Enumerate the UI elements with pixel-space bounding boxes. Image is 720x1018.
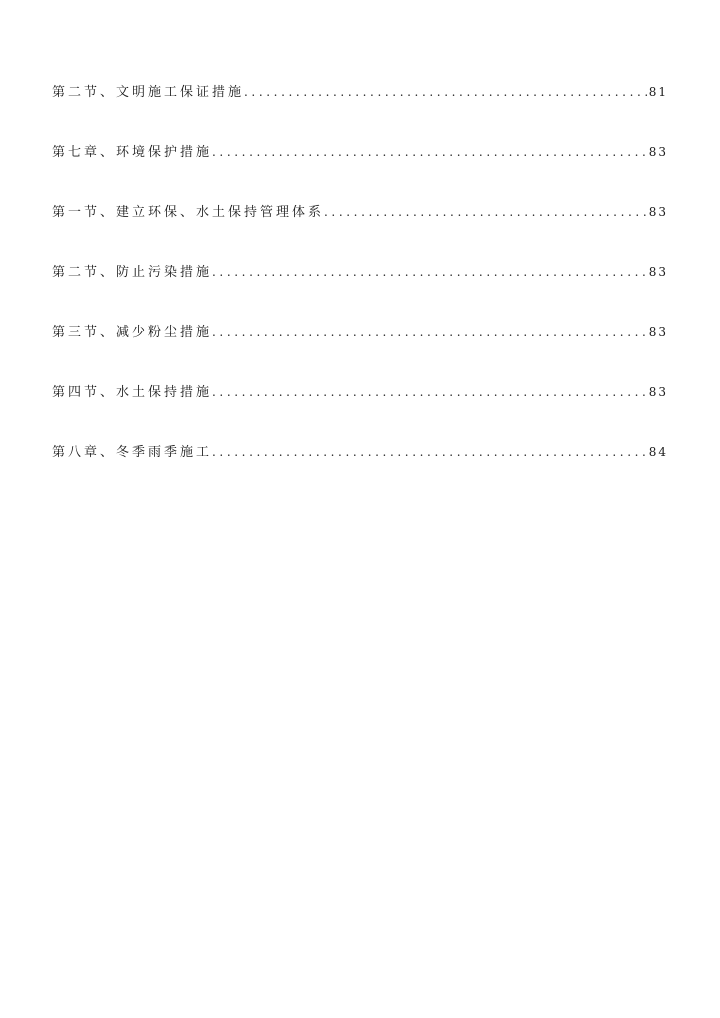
toc-dot-leader bbox=[212, 142, 648, 162]
table-of-contents bbox=[52, 82, 668, 502]
toc-entry[interactable] bbox=[52, 322, 668, 342]
toc-entry-title: 第八章、冬季雨季施工 bbox=[52, 445, 213, 460]
toc-entry[interactable] bbox=[52, 262, 668, 282]
toc-entry[interactable] bbox=[52, 142, 668, 162]
toc-dot-leader bbox=[324, 202, 648, 222]
toc-entry-title: 第一节、建立环保、水土保持管理体系 bbox=[52, 205, 325, 220]
toc-entry[interactable] bbox=[52, 442, 668, 462]
toc-dot-leader bbox=[212, 262, 648, 282]
toc-entry-page: 83 bbox=[648, 385, 668, 399]
toc-entry-page: 83 bbox=[648, 325, 668, 339]
toc-entry-title: 第七章、环境保护措施 bbox=[52, 145, 213, 160]
toc-entry-title: 第二节、文明施工保证措施 bbox=[52, 85, 245, 100]
toc-dot-leader bbox=[244, 82, 648, 102]
toc-entry-title: 第二节、防止污染措施 bbox=[52, 265, 213, 280]
toc-entry-title: 第四节、水土保持措施 bbox=[52, 385, 213, 400]
toc-dot-leader bbox=[212, 322, 648, 342]
toc-entry[interactable] bbox=[52, 382, 668, 402]
toc-entry-title: 第三节、减少粉尘措施 bbox=[52, 325, 213, 340]
toc-entry[interactable] bbox=[52, 82, 668, 102]
toc-entry-page: 81 bbox=[648, 85, 668, 99]
toc-entry-page: 84 bbox=[648, 445, 668, 459]
toc-entry-page: 83 bbox=[648, 145, 668, 159]
toc-dot-leader bbox=[212, 442, 648, 462]
toc-dot-leader bbox=[212, 382, 648, 402]
toc-entry-page: 83 bbox=[648, 205, 668, 219]
toc-entry[interactable] bbox=[52, 202, 668, 222]
toc-entry-page: 83 bbox=[648, 265, 668, 279]
